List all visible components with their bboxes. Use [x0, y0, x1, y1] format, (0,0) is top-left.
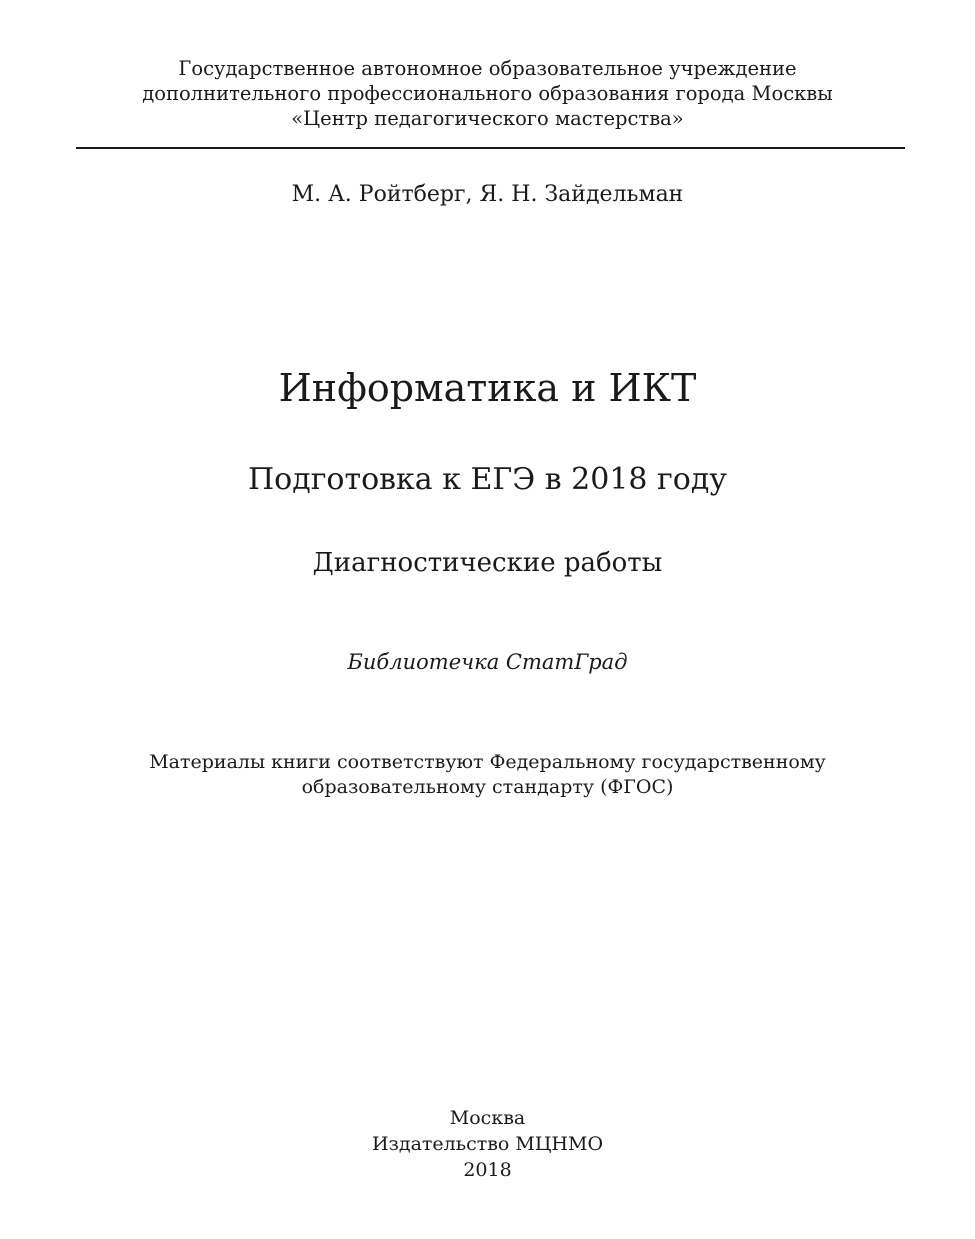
standards-note-line-1: Материалы книги соответствуют Федеральному государственному	[149, 751, 826, 773]
imprint-city: Москва	[449, 1107, 526, 1129]
authors: М. А. Ройтберг, Я. Н. Зайдельман	[291, 182, 684, 207]
institution-line-3: «Центр педагогического мастерства»	[291, 107, 684, 130]
institution-line-1: Государственное автономное образовательное учреждение	[178, 57, 797, 80]
book-title: Информатика и ИКТ	[278, 366, 697, 410]
standards-note	[0, 750, 975, 800]
book-subtitle-secondary: Диагностические работы	[312, 548, 663, 578]
standards-note-line-2: образовательному стандарту (ФГОС)	[301, 776, 674, 798]
book-subtitle: Подготовка к ЕГЭ в 2018 году	[248, 462, 727, 497]
institution-header	[0, 56, 975, 131]
series-name: Библиотечка СтатГрад	[347, 650, 628, 674]
institution-line-2: дополнительного профессионального образования города Москвы	[142, 82, 833, 105]
imprint-publisher: Издательство МЦНМО	[371, 1133, 604, 1155]
imprint-year: 2018	[463, 1159, 512, 1181]
header-divider	[76, 147, 905, 149]
imprint	[0, 1105, 975, 1183]
